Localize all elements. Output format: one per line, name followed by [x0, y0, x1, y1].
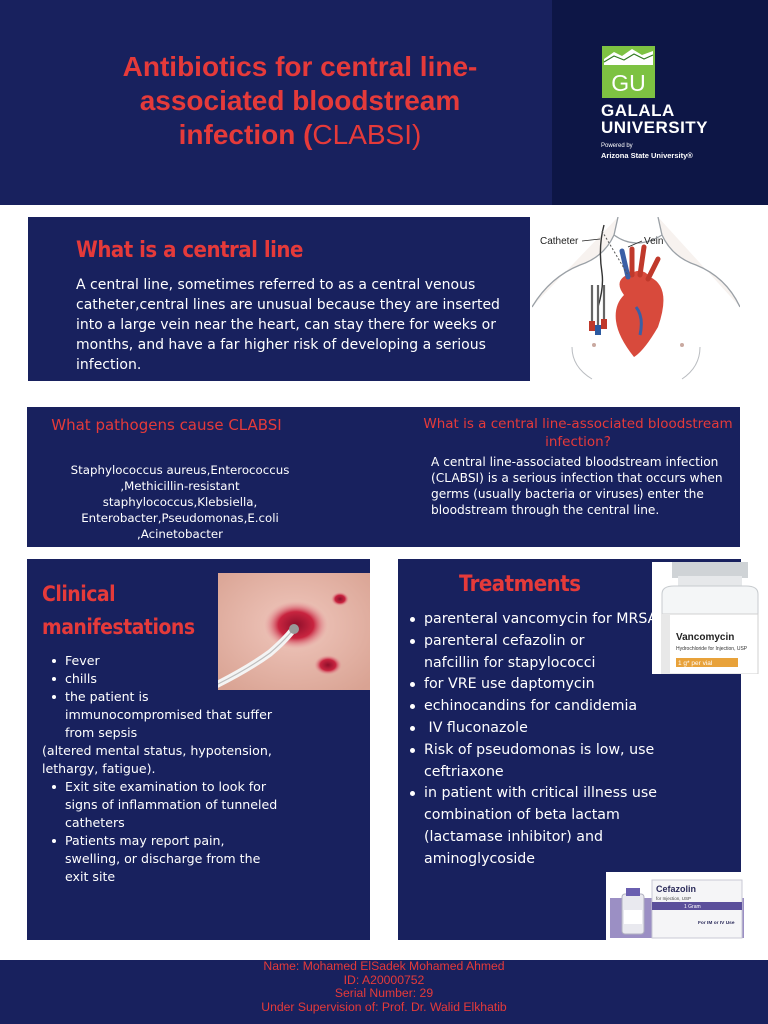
powered-by-org: Arizona State University® — [601, 151, 693, 160]
title-line-3 — [80, 118, 520, 152]
footer-credits — [0, 960, 768, 1014]
clinical-heading-line2: manifestations — [42, 615, 195, 639]
catheter-label: Catheter — [540, 236, 579, 247]
treatment-item: parenteral vancomycin for MRSA — [406, 609, 671, 631]
powered-by-label: Powered by — [601, 143, 633, 149]
clinical-item: the patient is immunocompromised that suffer from sepsis — [42, 688, 275, 742]
treatment-item: echinocandins for candidemia — [406, 696, 671, 718]
university-name-line2: UNIVERSITY — [601, 118, 709, 137]
treatments-list — [406, 609, 671, 871]
box-dose: 1 Gram — [684, 904, 701, 910]
clinical-heading — [42, 578, 195, 644]
vial-dose: 1 g* per vial — [678, 660, 713, 667]
clinical-item: Fever — [42, 652, 367, 670]
definition-heading: What is a central line-associated bloodstream infection? — [423, 416, 733, 450]
clinical-item: Exit site examination to look for signs of inflammation of tunneled catheters — [42, 778, 285, 832]
logo-letters: GU — [611, 70, 646, 96]
treatment-item: IV fluconazole — [406, 718, 671, 740]
treatment-item: Risk of pseudomonas is low, use ceftriaxone — [406, 740, 664, 784]
treatment-item: in patient with critical illness use combination of beta lactam (lactamase inhibitor) and aminoglycoside — [406, 783, 660, 870]
title-line-3b: CLABSI) — [312, 119, 422, 150]
title-line-1: Antibiotics for central line- — [122, 51, 478, 82]
student-id: ID: A20000752 — [343, 972, 425, 987]
central-line-diagram-image — [532, 217, 740, 381]
box-sub: for Injection, USP — [656, 896, 692, 901]
pathogens-heading: What pathogens cause CLABSI — [51, 416, 282, 434]
title-line-2: associated bloodstream — [139, 85, 461, 116]
pathogens-body: Staphylococcus aureus,Enterococcus ,Methicillin-resistant staphylococcus,Klebsiella, Enterobacter,Pseudomonas,E.coli ,Acinetobacter — [70, 463, 290, 541]
supervisor: Under Supervision of: Prof. Dr. Walid Elkhatib — [261, 999, 507, 1014]
university-name-line1: GALALA — [601, 101, 675, 120]
treatment-item: for VRE use daptomycin — [406, 674, 671, 696]
serial-number: Serial Number: 29 — [334, 986, 434, 1001]
clinical-heading-line1: Clinical — [42, 582, 116, 606]
page-title — [80, 50, 520, 152]
clinical-item: chills — [42, 670, 367, 688]
clinical-note: (altered mental status, hypotension, lethargy, fatigue). — [42, 743, 272, 776]
university-logo-icon — [602, 46, 655, 98]
central-line-heading: What is a central line — [76, 238, 303, 263]
author-name: Name: Mohamed ElSadek Mohamed Ahmed — [263, 959, 505, 973]
box-route: For IM or IV Use — [698, 921, 735, 926]
definition-body: A central line-associated bloodstream infection (CLABSI) is a serious infection that occurs when germs (usually bacteria or viruses) enter the bloodstream through the central line. — [431, 455, 723, 517]
treatments-heading: Treatments — [459, 572, 581, 597]
vein-label: Vein — [644, 236, 664, 247]
box-label: Cefazolin — [656, 884, 697, 894]
cefazolin-box-image — [606, 872, 748, 940]
treatment-item: parenteral cefazolin or nafcillin for stapylococci — [406, 631, 634, 675]
vial-sub: Hydrochloride for Injection, USP — [676, 646, 748, 652]
vial-label: Vancomycin — [676, 632, 735, 643]
clinical-item: Patients may report pain, swelling, or discharge from the exit site — [42, 832, 277, 886]
clinical-list — [42, 652, 367, 886]
title-line-3a: infection ( — [178, 119, 313, 150]
central-line-body: A central line, sometimes referred to as a central venous catheter,central lines are unusual because they are inserted into a large vein near the heart, can stay there for weeks or months, and have a far higher risk of developing a serious infection. — [76, 277, 500, 373]
